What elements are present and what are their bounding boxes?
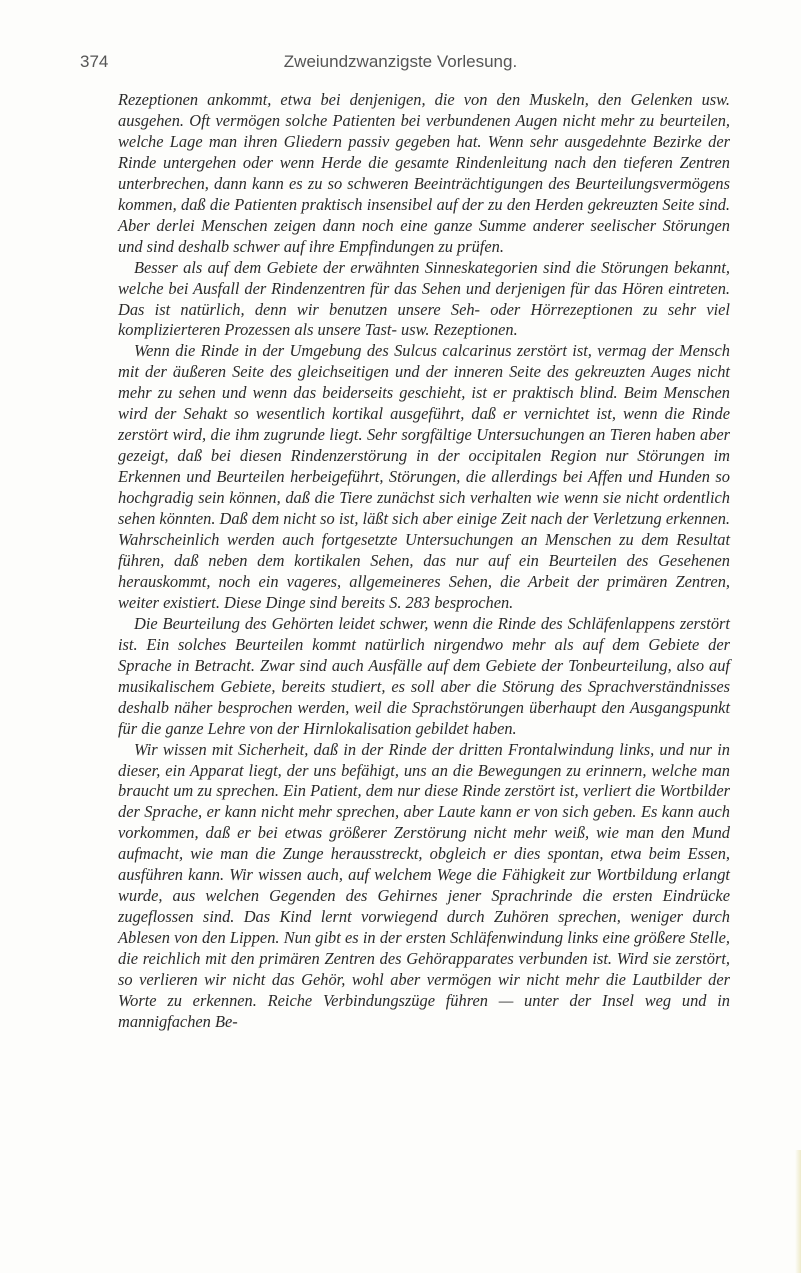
- page-number: 374: [80, 52, 109, 71]
- paragraph: Rezeptionen ankommt, etwa bei denjenigen, die von den Muskeln, den Gelenken usw. ausgehen. Oft vermögen solche Patienten bei verbundenen Augen nicht mehr zu beurteilen, welche Lage man ihren Gliedern passiv gegeben hat. Wenn sehr ausgedehnte Bezirke der Rinde untergehen oder wenn Herde die gesamte Rindenleitung nach den tieferen Zentren unterbrechen, dann kann es zu so schweren Beeinträchtigungen des Beurteilungsvermögens kommen, daß die Patienten praktisch insensibel auf der zu den Herden gekreuzten Seite sind. Aber derlei Menschen zeigen dann noch eine ganze Summe anderer seelischer Störungen und sind deshalb schwer auf ihre Empfindungen zu prüfen.: [118, 90, 730, 256]
- paragraph: Wir wissen mit Sicherheit, daß in der Rinde der dritten Frontalwindung links, und nur in dieser, ein Apparat liegt, der uns befähigt, uns an die Bewegungen zu erinnern, welche man braucht um zu sprechen. Ein Patient, dem nur diese Rinde zerstört ist, verliert die Wortbilder der Sprache, er kann nicht mehr sprechen, aber Laute kann er von sich geben. Es kann auch vorkommen, daß er bei etwas größerer Zerstörung nicht mehr weiß, wie man den Mund aufmacht, wie man die Zunge herausstreckt, obgleich er dies spontan, etwa beim Essen, ausführen kann. Wir wissen auch, auf welchem Wege die Fähigkeit zur Wortbildung erlangt wurde, aus welchen Gegenden des Gehirnes jener Sprachrinde die ersten Eindrücke zugeflossen sind. Das Kind lernt vorwiegend durch Zuhören sprechen, weniger durch Ablesen von den Lippen. Nun gibt es in der ersten Schläfenwindung links eine größere Stelle, die reichlich mit den primären Zentren des Gehörapparates verbunden ist. Wird sie zerstört, so verlieren wir nicht das Gehör, wohl aber vermögen wir nicht mehr die Lautbilder der Worte zu erkennen. Reiche Verbindungszüge führen — unter der Insel weg und in mannigfachen Be-: [118, 739, 730, 1031]
- page-header: [0, 52, 801, 76]
- body-text: [118, 90, 730, 1033]
- paragraph: Wenn die Rinde in der Umgebung des Sulcus calcarinus zerstört ist, vermag der Mensch mit der äußeren Seite des gleichseitigen und der inneren Seite des gekreuzten Auges nicht mehr zu sehen und wenn das beiderseits geschieht, ist er praktisch blind. Beim Menschen wird der Sehakt so wesentlich kortikal ausgeführt, daß er vernichtet ist, wenn die Rinde zerstört wird, die ihm zugrunde liegt. Sehr sorgfältige Untersuchungen an Tieren haben aber gezeigt, daß bei diesen Rindenzerstörung in der occipitalen Region nur Störungen im Erkennen und Beurteilen herbeigeführt, Störungen, die allerdings bei Affen und Hunden so hochgradig sein können, daß die Tiere zunächst sich verhalten wie wenn sie nicht ordentlich sehen könnten. Daß dem nicht so ist, läßt sich aber einige Zeit nach der Verletzung erkennen. Wahrscheinlich werden auch fortgesetzte Untersuchungen an Menschen zu dem Resultat führen, daß neben dem kortikalen Sehen, das nur auf ein Beurteilen des Gesehenen herauskommt, noch ein vageres, allgemeineres Sehen, die Arbeit der primären Zentren, weiter existiert. Diese Dinge sind bereits S. 283 besprochen.: [118, 341, 730, 612]
- running-head: Zweiundzwanzigste Vorlesung.: [283, 52, 518, 71]
- paragraph: Besser als auf dem Gebiete der erwähnten Sinneskategorien sind die Störungen bekannt, welche bei Ausfall der Rindenzentren für das Sehen und derjenigen für das Hören eintreten. Das ist natürlich, denn wir benutzen unsere Seh- oder Hörrezeptionen zu sehr viel komplizierteren Prozessen als unsere Tast- usw. Rezeptionen.: [118, 257, 730, 340]
- paragraph: Die Beurteilung des Gehörten leidet schwer, wenn die Rinde des Schläfenlappens zerstört ist. Ein solches Beurteilen kommt natürlich nirgendwo mehr als auf dem Gebiete der Sprache in Betracht. Zwar sind auch Ausfälle auf dem Gebiete der Tonbeurteilung, also auf musikalischem Gebiete, bereits studiert, es soll aber die Störung des Sprachverständnisses deshalb näher besprochen werden, weil die Sprachstörungen überhaupt den Ausgangspunkt für die ganze Lehre von der Hirnlokalisation gebildet haben.: [118, 613, 730, 738]
- page-edge-stain: [795, 1150, 801, 1273]
